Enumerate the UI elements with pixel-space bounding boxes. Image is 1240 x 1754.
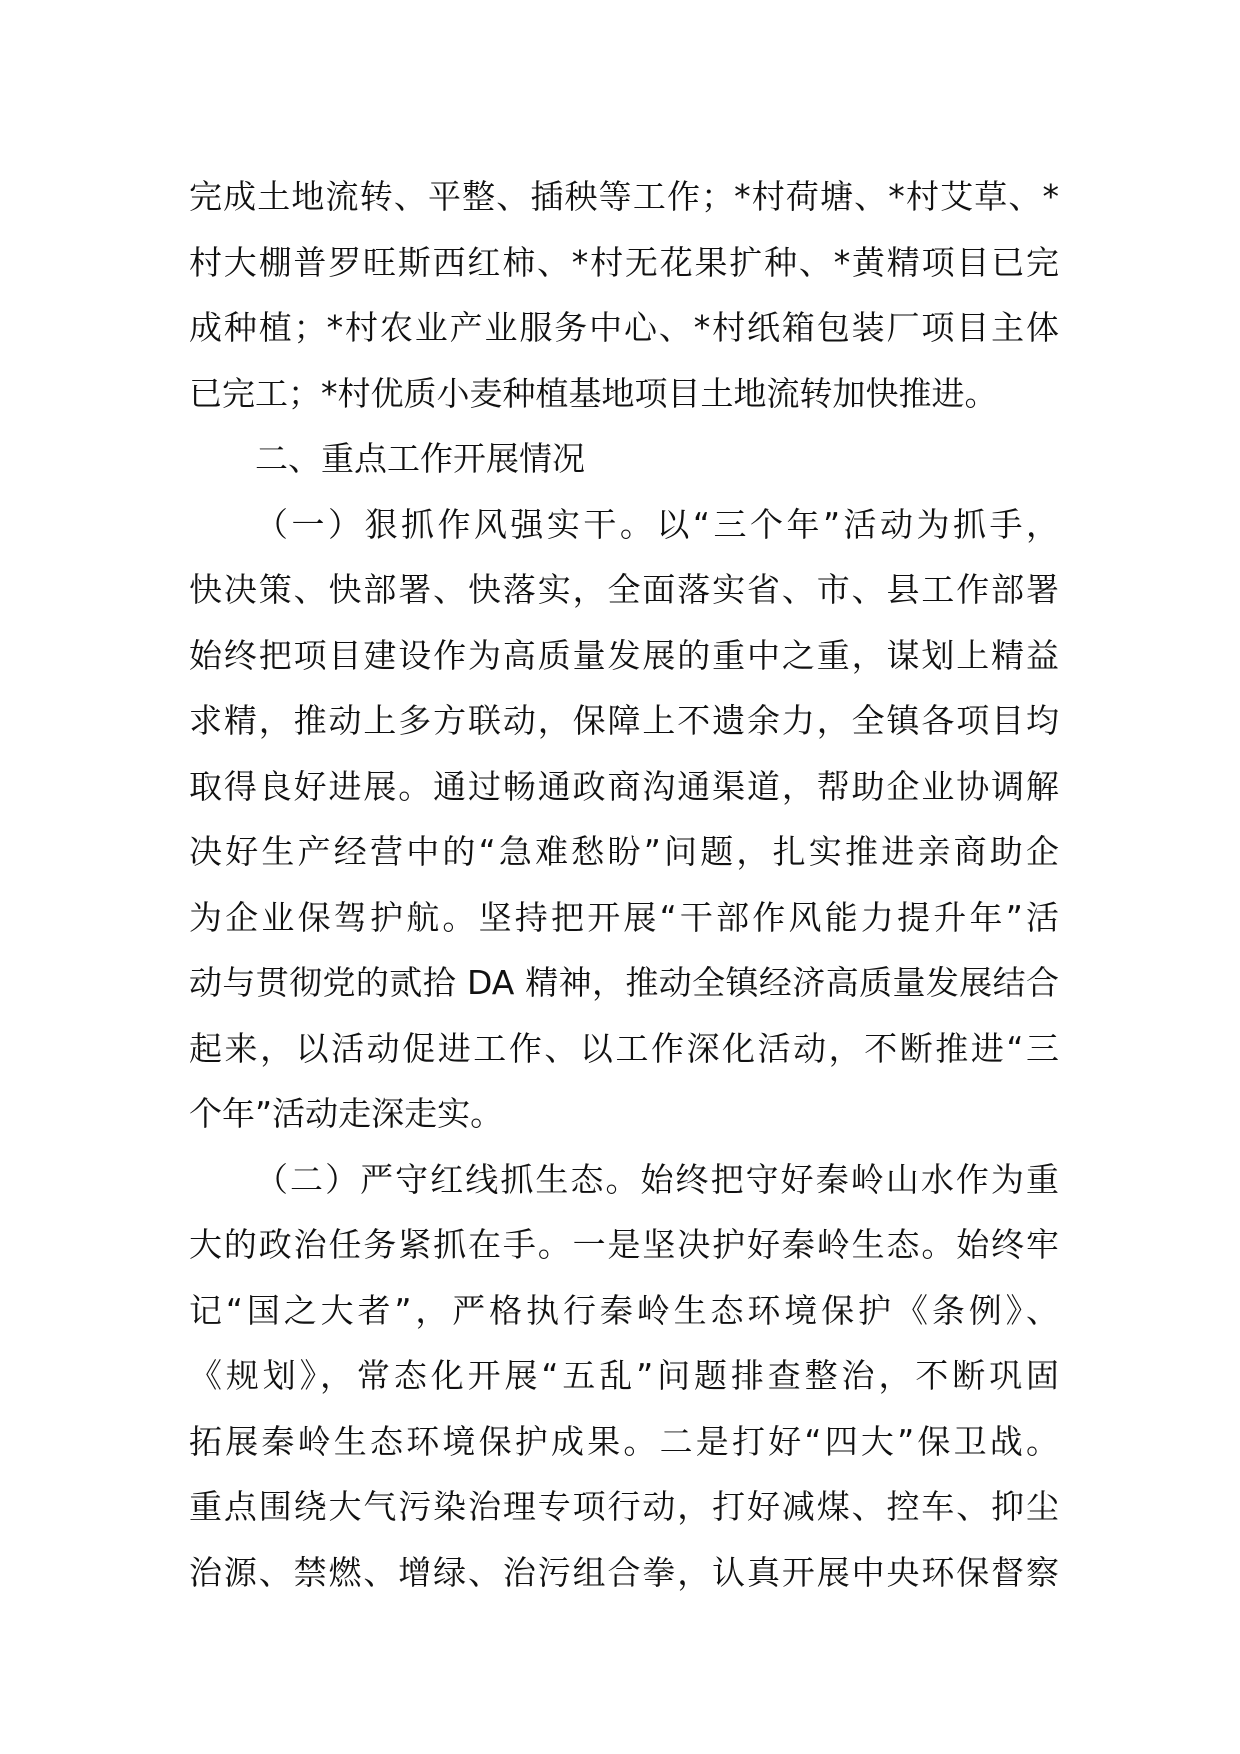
text-line: 成种植；*村农业产业服务中心、*村纸箱包装厂项目主体 [189, 308, 1059, 347]
text-line: 《规划》，常态化开展“五乱”问题排查整治，不断巩固 [189, 1356, 1059, 1395]
text-line: 求精，推动上多方联动，保障上不遗余力，全镇各项目均 [189, 701, 1059, 740]
text-line: 大的政治任务紧抓在手。一是坚决护好秦岭生态。始终牢 [189, 1225, 1059, 1264]
text-line: 快决策、快部署、快落实，全面落实省、市、县工作部署 [189, 570, 1059, 609]
text-line: 拓展秦岭生态环境保护成果。二是打好“四大”保卫战。 [189, 1421, 1059, 1461]
text-line: （二）严守红线抓生态。始终把守好秦岭山水作为重 [255, 1159, 1059, 1199]
text-line: 个年”活动走深走实。 [189, 1094, 504, 1133]
text-line: 为企业保驾护航。坚持把开展“干部作风能力提升年”活 [189, 897, 1059, 937]
text-line: 起来，以活动促进工作、以工作深化活动，不断推进“三 [189, 1028, 1059, 1068]
text-line: 重点围绕大气污染治理专项行动，打好减煤、控车、抑尘 [189, 1487, 1059, 1526]
text-line: 村大棚普罗旺斯西红柿、*村无花果扩种、*黄精项目已完 [189, 242, 1059, 282]
text-line: 始终把项目建设作为高质量发展的重中之重，谋划上精益 [189, 635, 1059, 675]
section-heading: 二、重点工作开展情况 [255, 439, 585, 478]
text-line: 完成土地流转、平整、插秧等工作；*村荷塘、*村艾草、* [189, 177, 1059, 216]
body-text [189, 164, 1059, 1605]
text-line: 动与贯彻党的贰拾 DA 精神，推动全镇经济高质量发展结合 [189, 963, 1059, 1002]
text-line: 决好生产经营中的“急难愁盼”问题，扎实推进亲商助企 [189, 832, 1059, 871]
text-line: 已完工；*村优质小麦种植基地项目土地流转加快推进。 [189, 373, 998, 413]
text-line: 取得良好进展。通过畅通政商沟通渠道，帮助企业协调解 [189, 766, 1059, 806]
text-line: 记“国之大者”，严格执行秦岭生态环境保护《条例》、 [189, 1290, 1059, 1330]
text-line: （一）狠抓作风强实干。以“三个年”活动为抓手， [255, 504, 1059, 544]
text-line: 治源、禁燃、增绿、治污组合拳，认真开展中央环保督察 [189, 1552, 1059, 1592]
